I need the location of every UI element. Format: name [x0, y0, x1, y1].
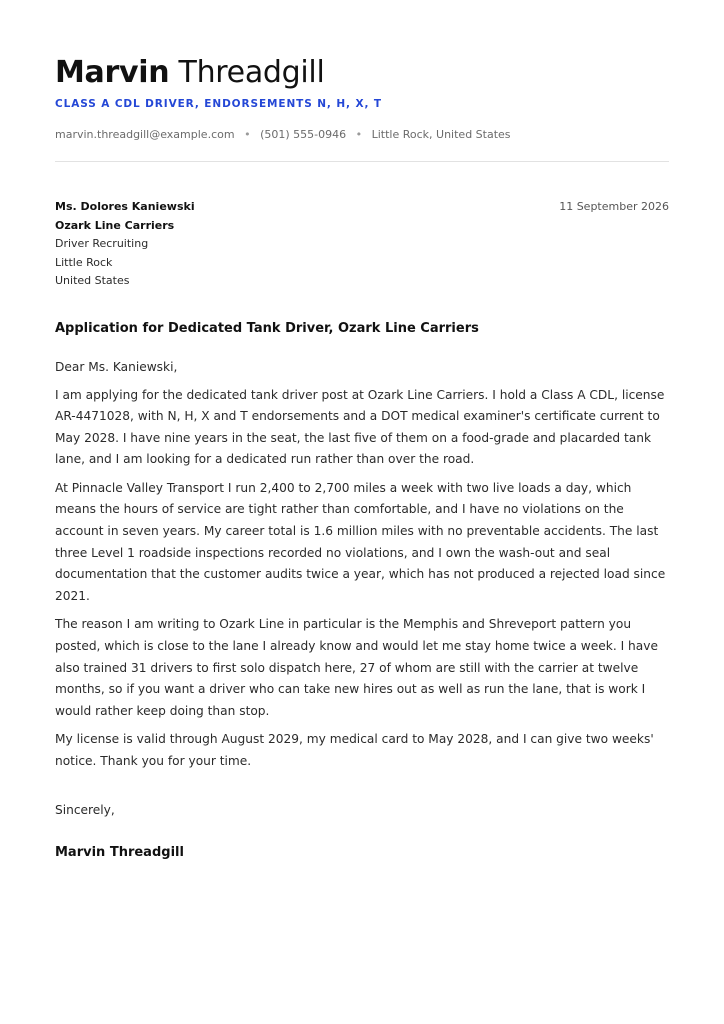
- recipient-name: Ms. Dolores Kaniewski: [55, 200, 195, 213]
- recipient-company: Ozark Line Carriers: [55, 218, 175, 232]
- applicant-last-name: Threadgill: [178, 55, 325, 90]
- contact-email: marvin.threadgill@example.com: [55, 128, 235, 141]
- letter-subject: Application for Dedicated Tank Driver, Ozark Line Carriers: [55, 320, 479, 336]
- recipient-block: [55, 198, 669, 291]
- letter-closing: Sincerely,: [55, 802, 115, 817]
- recipient-country: United States: [55, 274, 130, 287]
- recipient-city: Little Rock: [55, 255, 113, 269]
- letter-date: 11 September 2026: [559, 200, 669, 213]
- applicant-headline: CLASS A CDL DRIVER, ENDORSEMENTS N, H, X, T: [55, 98, 382, 110]
- contact-separator: •: [244, 128, 251, 141]
- recipient-department: Driver Recruiting: [55, 237, 149, 250]
- letter-signature: Marvin Threadgill: [55, 844, 184, 860]
- contact-phone: (501) 555-0946: [260, 128, 347, 141]
- body-paragraph: At Pinnacle Valley Transport I run 2,400 to 2,700 miles a week with two live loads a day, which means the hours of service are tight rather than comfortable, and I have no violations on the account in seven years. My career total is 1.6 million miles with no preventable accidents. The last three Level 1 roadside inspections recorded no violations, and I own the wash-out and seal documentation that the customer audits twice a year, which has not produced a rejected load since 2021.: [55, 480, 666, 603]
- contact-separator: •: [355, 128, 363, 141]
- contact-location: Little Rock, United States: [371, 128, 511, 141]
- header-divider: [55, 161, 669, 162]
- contact-line: [55, 128, 669, 141]
- body-paragraph: The reason I am writing to Ozark Line in particular is the Memphis and Shreveport pattern you posted, which is close to the lane I already know and would let me stay home twice a week. I have also trained 31 drivers to first solo dispatch here, 27 of whom are still with the carrier at twelve months, so if you want a driver who can take new hires out as well as run the lane, that is work I would rather keep doing than stop.: [55, 617, 658, 718]
- letter-salutation: Dear Ms. Kaniewski,: [55, 359, 178, 374]
- applicant-first-name: Marvin: [55, 55, 170, 90]
- applicant-name: [55, 54, 669, 92]
- body-paragraph: My license is valid through August 2029, my medical card to May 2028, and I can give two weeks' notice. Thank you for your time.: [55, 732, 654, 768]
- body-paragraph: I am applying for the dedicated tank driver post at Ozark Line Carriers. I hold a Class A CDL, license AR-4471028, with N, H, X and T endorsements and a DOT medical examiner's certificate current to May 2028. I have nine years in the seat, the last five of them on a food-grade and placarded tank lane, and I am looking for a dedicated run rather than over the road.: [55, 387, 665, 467]
